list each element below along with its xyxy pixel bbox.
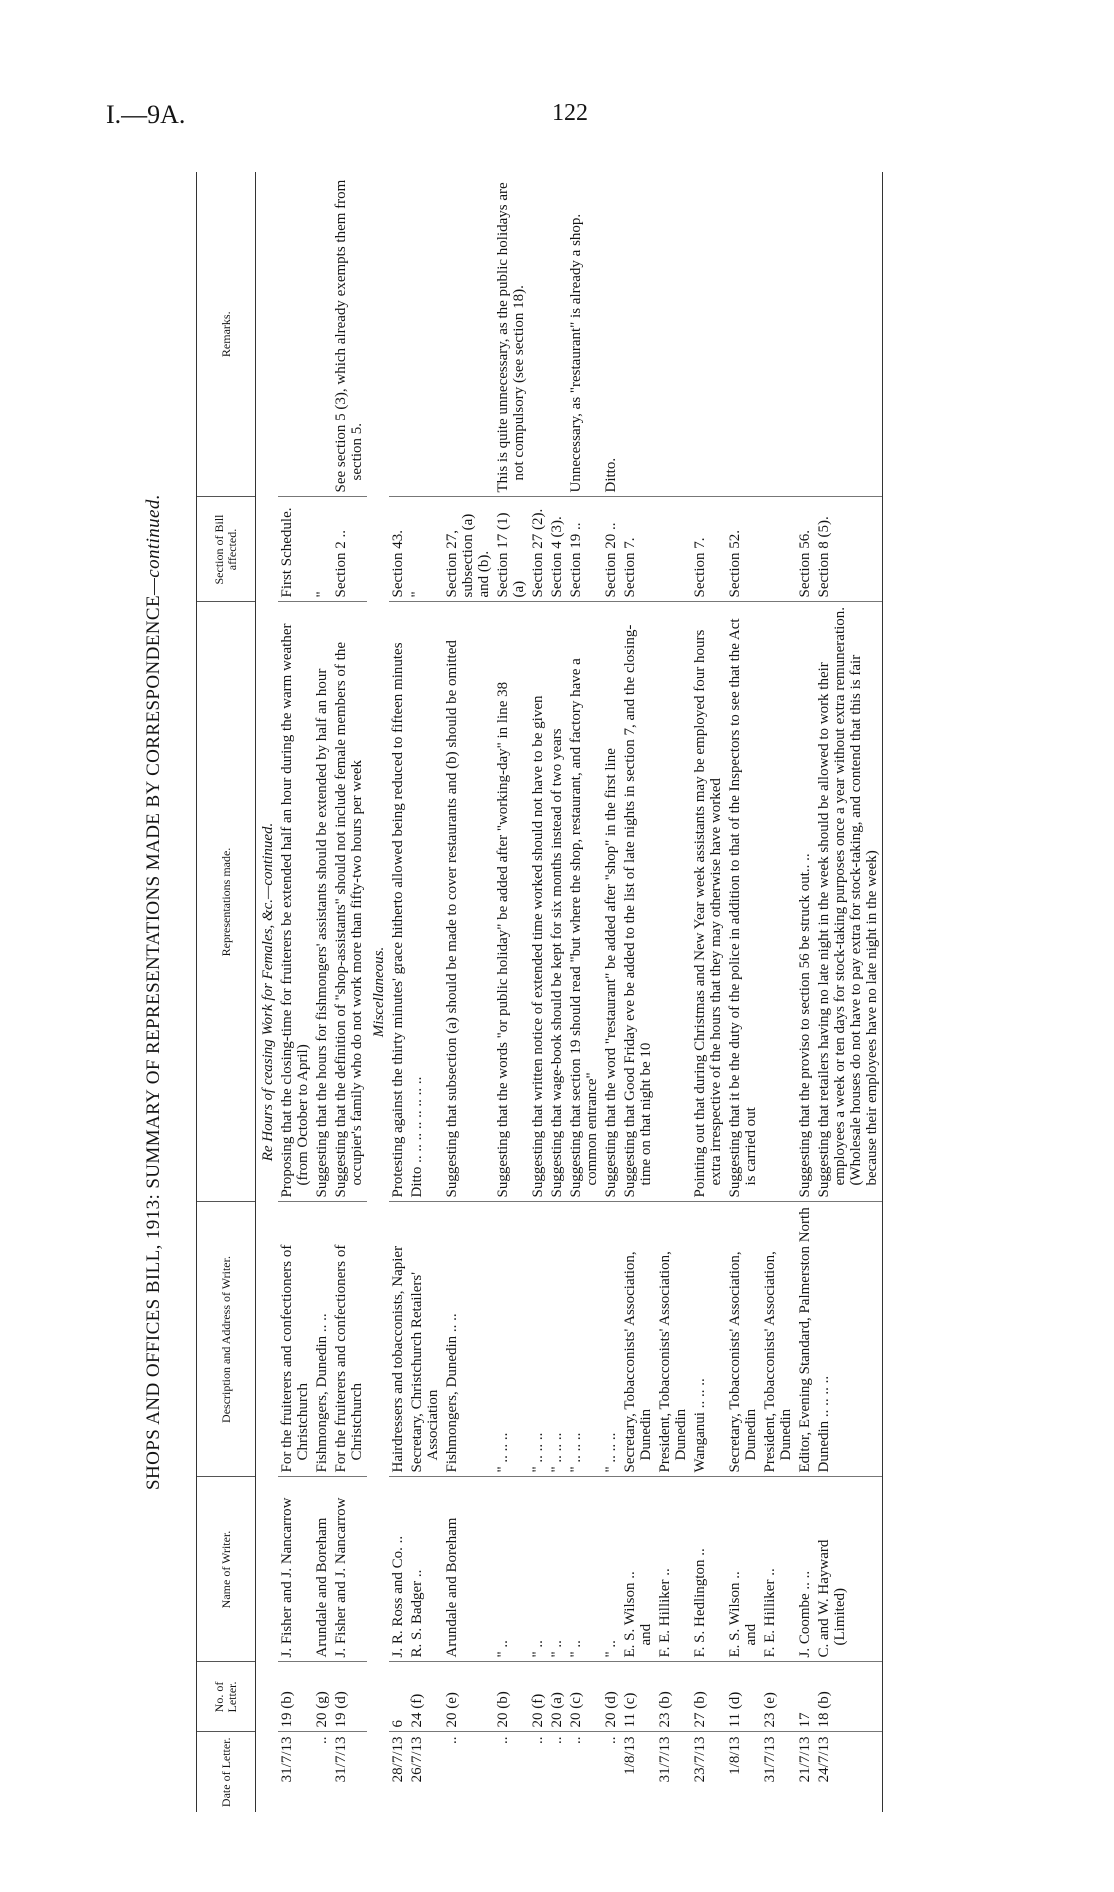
table-row [278, 172, 313, 1812]
cell-rem [796, 172, 815, 497]
cell-name: J. Fisher and J. Nancarrow [332, 1477, 367, 1662]
cell-rep: Protesting against the thirty minutes' grace hitherto allowed being reduced to fifteen minutes [389, 602, 408, 1202]
cell-date: 31/7/13 [333, 1736, 349, 1783]
cell-sec: Section 27 (2). [529, 497, 548, 602]
cell-name: J. R. Ross and Co. .. [389, 1477, 408, 1662]
col-no: No. of Letter. [197, 1662, 256, 1732]
cell-name-text: E. S. Wilson .. [622, 1571, 638, 1658]
col-sec: Section of Bill affected. [197, 497, 256, 602]
cell-rep: Ditto .. .. .. .. .. .. .. .. [408, 602, 443, 1202]
cell-no: 23 (e) [761, 1662, 796, 1732]
cell-rep: Proposing that the closing-time for fruiterers be extended half an hour during the warm weather (from October to April) [278, 602, 313, 1202]
section-heading-row [256, 172, 279, 1812]
table-row [408, 172, 443, 1812]
cell-rep: Suggesting that section 19 should read "but where the shop, restaurant, and factory have a common entrance" [567, 602, 602, 1202]
cell-name: " .. [548, 1477, 567, 1662]
cell-rep: Suggesting that retailers having no late night in the week should be allowed to work their employees a week or ten days for stock-taking purposes once a year without extra remuneration. (Wholesale houses do not have to pay extra for stock-taking, and contend that this is fair because their employees have no late night in the week) [815, 602, 883, 1202]
cell-desc: For the fruiterers and confectioners of Christchurch [332, 1202, 367, 1477]
cell-name: C. and W. Hayward (Limited) [815, 1477, 883, 1662]
cell-desc: Secretary, Tobacconists' Association, Dunedin [726, 1202, 761, 1477]
cell-sec: Section 20 .. [602, 497, 621, 602]
cell-rep: Suggesting that the definition of "shop-assistants" should not include female members of the occupier's family who do not work more than fifty-two hours per week [332, 602, 367, 1202]
title-main: SHOPS AND OFFICES BILL, 1913: SUMMARY OF REPRESENTATIONS MADE BY CORRESPONDENCE [143, 595, 164, 1490]
cell-sec: Section 43. [389, 497, 408, 602]
cell-sec: " [313, 497, 332, 602]
cell-rem [389, 172, 408, 497]
section-misc-text: Miscellaneous. [371, 946, 387, 1038]
table-row [796, 172, 815, 1812]
cell-name: " .. [494, 1477, 529, 1662]
cell-no: 20 (b) [494, 1662, 529, 1732]
name-and-join: and [638, 1623, 654, 1646]
cell-desc: Secretary, Tobacconists' Association, Dunedin [621, 1202, 656, 1477]
col-desc: Description and Address of Writer. [197, 1202, 256, 1477]
section-hours [256, 172, 279, 1812]
cell-sec: Section 7. [691, 497, 726, 602]
cell-date: 23/7/13 [692, 1736, 708, 1783]
cell-sec: Section 2 .. [332, 497, 367, 602]
cell-sec: Section 27, subsection (a) and (b). [443, 497, 494, 602]
cell-no: 19 (b) [278, 1662, 313, 1732]
cell-name: " .. [602, 1477, 621, 1662]
cell-no: 11 (c) [621, 1662, 656, 1732]
cell-no: 27 (b) [691, 1662, 726, 1732]
cell-rep: Suggesting that written notice of extended time worked should not have to be given [529, 602, 548, 1202]
cell-desc: " .. .. .. [548, 1202, 567, 1477]
cell-rep: Suggesting that the word "restaurant" be added after "shop" in the first line [602, 602, 621, 1202]
cell-sec: Section 4 (3). [548, 497, 567, 602]
cell-sec: Section 56. [796, 497, 815, 602]
cell-desc: Wanganui .. .. .. [691, 1202, 726, 1477]
cell-desc: Secretary, Christchurch Retailers' Association [408, 1202, 443, 1477]
document-title [143, 172, 164, 1812]
cell-no: 20 (g) [313, 1662, 332, 1732]
table-row [815, 172, 883, 1812]
cell-sec: Section 19 .. [567, 497, 602, 602]
cell-desc: Fishmongers, Dunedin .. .. [443, 1202, 494, 1477]
col-name: Name of Writer. [197, 1477, 256, 1662]
table-row [621, 172, 656, 1812]
page-ref: I.—9A. [106, 100, 186, 129]
cell-rep: Suggesting that the words "or public holiday" be added after "working-day" in line 38 [494, 602, 529, 1202]
page-number: 122 [552, 100, 588, 126]
cell-rem [278, 172, 313, 497]
cell-name: J. Coombe .. .. [796, 1477, 815, 1662]
cell-desc: Dunedin .. .. .. .. [815, 1202, 883, 1477]
col-date: Date of Letter. [197, 1732, 256, 1812]
cell-name-text: E. S. Wilson .. [727, 1571, 743, 1658]
cell-no: 23 (b) [656, 1662, 691, 1732]
cell-desc: President, Tobacconists' Association, Dunedin [761, 1202, 796, 1477]
cell-no: 11 (d) [726, 1662, 761, 1732]
cell-name: F. E. Hilliker .. [761, 1477, 796, 1662]
cell-no: 20 (c) [567, 1662, 602, 1732]
col-rem: Remarks. [197, 172, 256, 497]
cell-name: " .. [529, 1477, 548, 1662]
cell-date: 21/7/13 [797, 1736, 813, 1783]
cell-date: 1/8/13 [622, 1736, 638, 1775]
header-row [197, 172, 256, 1812]
table-row [567, 172, 602, 1812]
cell-desc: " .. .. .. [602, 1202, 621, 1477]
cell-name [726, 1477, 761, 1662]
table-row [602, 172, 621, 1812]
cell-date: .. [314, 1736, 330, 1744]
cell-name [621, 1477, 656, 1662]
cell-desc: For the fruiterers and confectioners of Christchurch [278, 1202, 313, 1477]
cell-no: 20 (a) [548, 1662, 567, 1732]
cell-no: 20 (f) [529, 1662, 548, 1732]
cell-no: 24 (f) [408, 1662, 443, 1732]
cell-date: 31/7/13 [279, 1736, 295, 1783]
cell-rep: Suggesting that the proviso to section 56 be struck out.. .. [796, 602, 815, 1202]
cell-rem [548, 172, 567, 497]
cell-desc: " .. .. .. [494, 1202, 529, 1477]
cell-name: F. E. Hilliker .. [656, 1477, 691, 1662]
cell-desc: Fishmongers, Dunedin .. .. [313, 1202, 332, 1477]
cell-rem [621, 172, 691, 497]
cell-no: 6 [389, 1662, 408, 1732]
col-rep: Representations made. [197, 602, 256, 1202]
cell-sec: Section 7. [621, 497, 691, 602]
cell-desc: " .. .. .. [529, 1202, 548, 1477]
cell-name: F. S. Hedlington .. [691, 1477, 726, 1662]
cell-date: .. [444, 1736, 460, 1744]
cell-date: 31/7/13 [657, 1736, 673, 1783]
cell-rep: Suggesting that the hours for fishmongers' assistants should be extended by half an hour [313, 602, 332, 1202]
cell-rem [529, 172, 548, 497]
cell-rem: Ditto. [602, 172, 621, 497]
cell-sec: " [408, 497, 443, 602]
cell-name: Arundale and Boreham [443, 1477, 494, 1662]
cell-rep: Pointing out that during Christmas and New Year week assistants may be employed four hours extra irrespective of the hours that they may otherwise have worked [691, 602, 726, 1202]
cell-rep: Suggesting that wage-book should be kept for six months instead of two years [548, 602, 567, 1202]
cell-date: 26/7/13 [409, 1736, 425, 1783]
title-suffix: —continued. [143, 494, 164, 596]
name-and-join: and [743, 1623, 759, 1646]
table-row [726, 172, 761, 1812]
cell-no: 18 (b) [815, 1662, 883, 1732]
cell-rem: See section 5 (3), which already exempts them from section 5. [332, 172, 367, 497]
cell-date: 24/7/13 [815, 1732, 883, 1812]
cell-desc: Editor, Evening Standard, Palmerston North [796, 1202, 815, 1477]
section-hours-text: Re Hours of ceasing Work for Females, &c.—continued. [260, 822, 276, 1162]
table-row [313, 172, 332, 1812]
cell-desc: " .. .. .. [567, 1202, 602, 1477]
table-row [494, 172, 529, 1812]
cell-date: .. [495, 1736, 511, 1744]
cell-desc: President, Tobacconists' Association, Dunedin [656, 1202, 691, 1477]
cell-rem [408, 172, 443, 497]
rotated-table-sheet [140, 172, 1040, 1812]
cell-rem: This is quite unnecessary, as the public holidays are not compulsory (see section 18). [494, 172, 529, 497]
cell-sec: Section 17 (1) (a) [494, 497, 529, 602]
cell-rep: Suggesting that subsection (a) should be made to cover restaurants and (b) should be omitted [443, 602, 494, 1202]
table-row [691, 172, 726, 1812]
cell-desc: Hairdressers and tobacconists, Napier [389, 1202, 408, 1477]
cell-no: 20 (e) [443, 1662, 494, 1732]
cell-name: " .. [567, 1477, 602, 1662]
table-row [548, 172, 567, 1812]
section-heading-row [367, 172, 389, 1812]
summary-table [196, 172, 883, 1812]
cell-rep: Suggesting that Good Friday eve be added to the list of late nights in section 7, and the closing-time on that night be 10 [621, 602, 691, 1202]
table-row [443, 172, 494, 1812]
cell-rem [726, 172, 796, 497]
cell-rem [815, 172, 883, 497]
cell-sec: Section 52. [726, 497, 796, 602]
cell-date: .. [568, 1736, 584, 1744]
cell-date: 31/7/13 [762, 1736, 778, 1783]
cell-name: Arundale and Boreham [313, 1477, 332, 1662]
cell-no: 20 (d) [602, 1662, 621, 1732]
cell-name: J. Fisher and J. Nancarrow [278, 1477, 313, 1662]
cell-date: .. [549, 1736, 565, 1744]
cell-name: R. S. Badger .. [408, 1477, 443, 1662]
section-misc [367, 172, 389, 1812]
cell-rem: Unnecessary, as "restaurant" is already a shop. [567, 172, 602, 497]
cell-rem [313, 172, 332, 497]
table-row [332, 172, 367, 1812]
cell-sec: Section 8 (5). [815, 497, 883, 602]
cell-date: .. [603, 1736, 619, 1744]
cell-date: 28/7/13 [390, 1736, 406, 1783]
cell-sec: First Schedule. [278, 497, 313, 602]
cell-date: .. [530, 1736, 546, 1744]
cell-date: 1/8/13 [727, 1736, 743, 1775]
table-row [389, 172, 408, 1812]
cell-rem [443, 172, 494, 497]
table-row [529, 172, 548, 1812]
cell-rem [691, 172, 726, 497]
cell-no: 17 [796, 1662, 815, 1732]
cell-rep: Suggesting that it be the duty of the police in addition to that of the Inspectors to see that the Act is carried out [726, 602, 796, 1202]
cell-no: 19 (d) [332, 1662, 367, 1732]
